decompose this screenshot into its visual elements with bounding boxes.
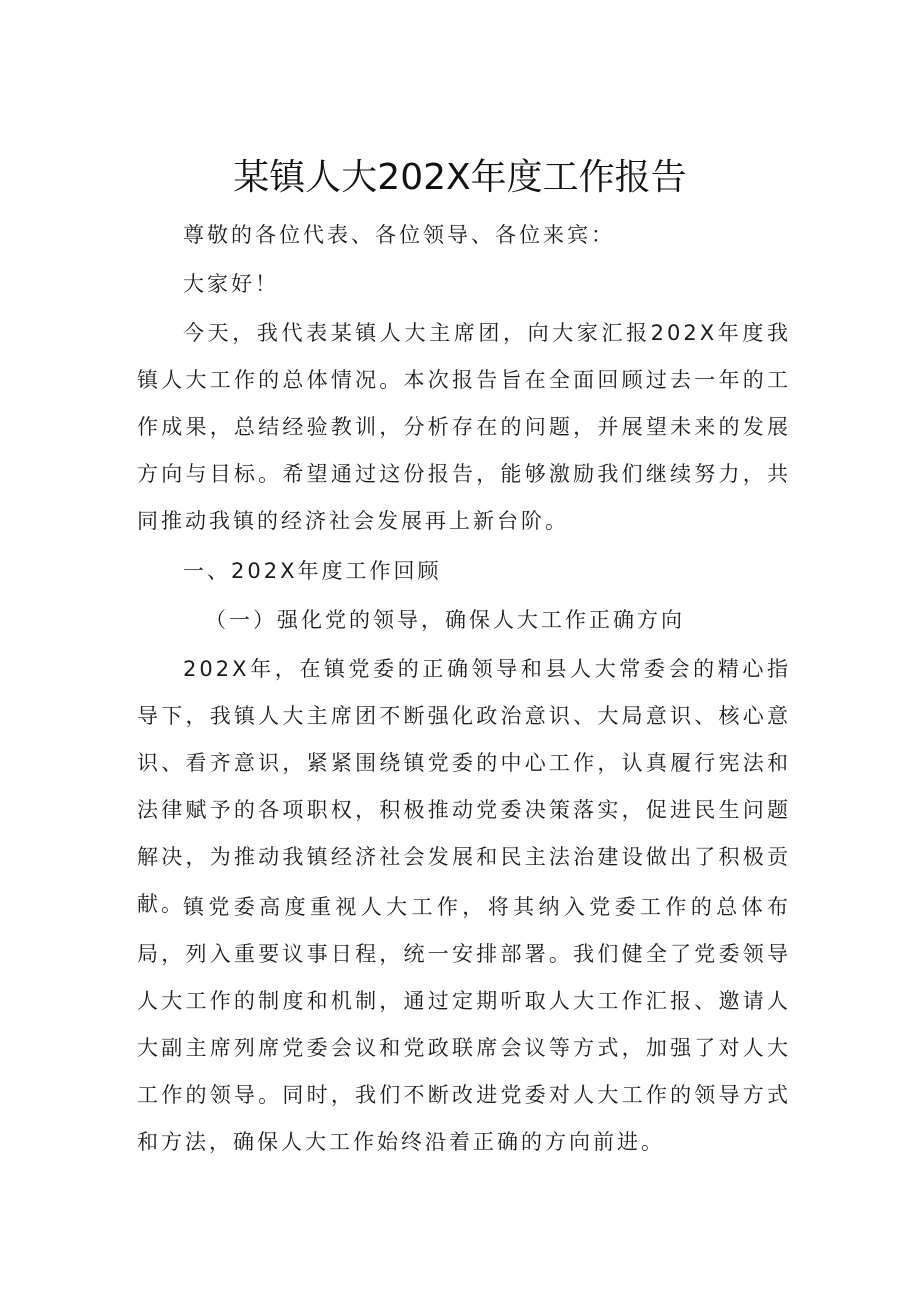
greeting: 大家好！	[183, 272, 279, 296]
body-paragraph-2: 镇党委高度重视人大工作，将其纳入党委工作的总体布局，列入重要议事日程，统一安排部署。我们健全了党委领导人大工作的制度和机制，通过定期听取人大工作汇报、邀请人大副主席列席党委会议和党政联席会议等方式，加强了对人大工作的领导。同时，我们不断改进党委对人大工作的领导方式和方法，确保人大工作始终沿着正确的方向前进。	[137, 895, 791, 1154]
section-heading: 一、202X年度工作回顾	[183, 559, 442, 583]
intro-paragraph: 今天，我代表某镇人大主席团，向大家汇报202X年度我镇人大工作的总体情况。本次报告旨在全面回顾过去一年的工作成果，总结经验教训，分析存在的问题，并展望未来的发展方向与目标。希望通过这份报告，能够激励我们继续努力，共同推动我镇的经济社会发展再上新台阶。	[137, 321, 791, 533]
document-title: 某镇人大202X年度工作报告	[233, 157, 687, 198]
subsection-heading: （一）强化党的领导，确保人大工作正确方向	[205, 608, 685, 632]
body-paragraph-1: 202X年，在镇党委的正确领导和县人大常委会的精心指导下，我镇人大主席团不断强化政治意识、大局意识、核心意识、看齐意识，紧紧围绕镇党委的中心工作，认真履行宪法和法律赋予的各项职权，积极推动党委决策落实，促进民生问题解决，为推动我镇经济社会发展和民主法治建设做出了积极贡献。	[137, 657, 791, 916]
salutation: 尊敬的各位代表、各位领导、各位来宾：	[183, 223, 615, 247]
